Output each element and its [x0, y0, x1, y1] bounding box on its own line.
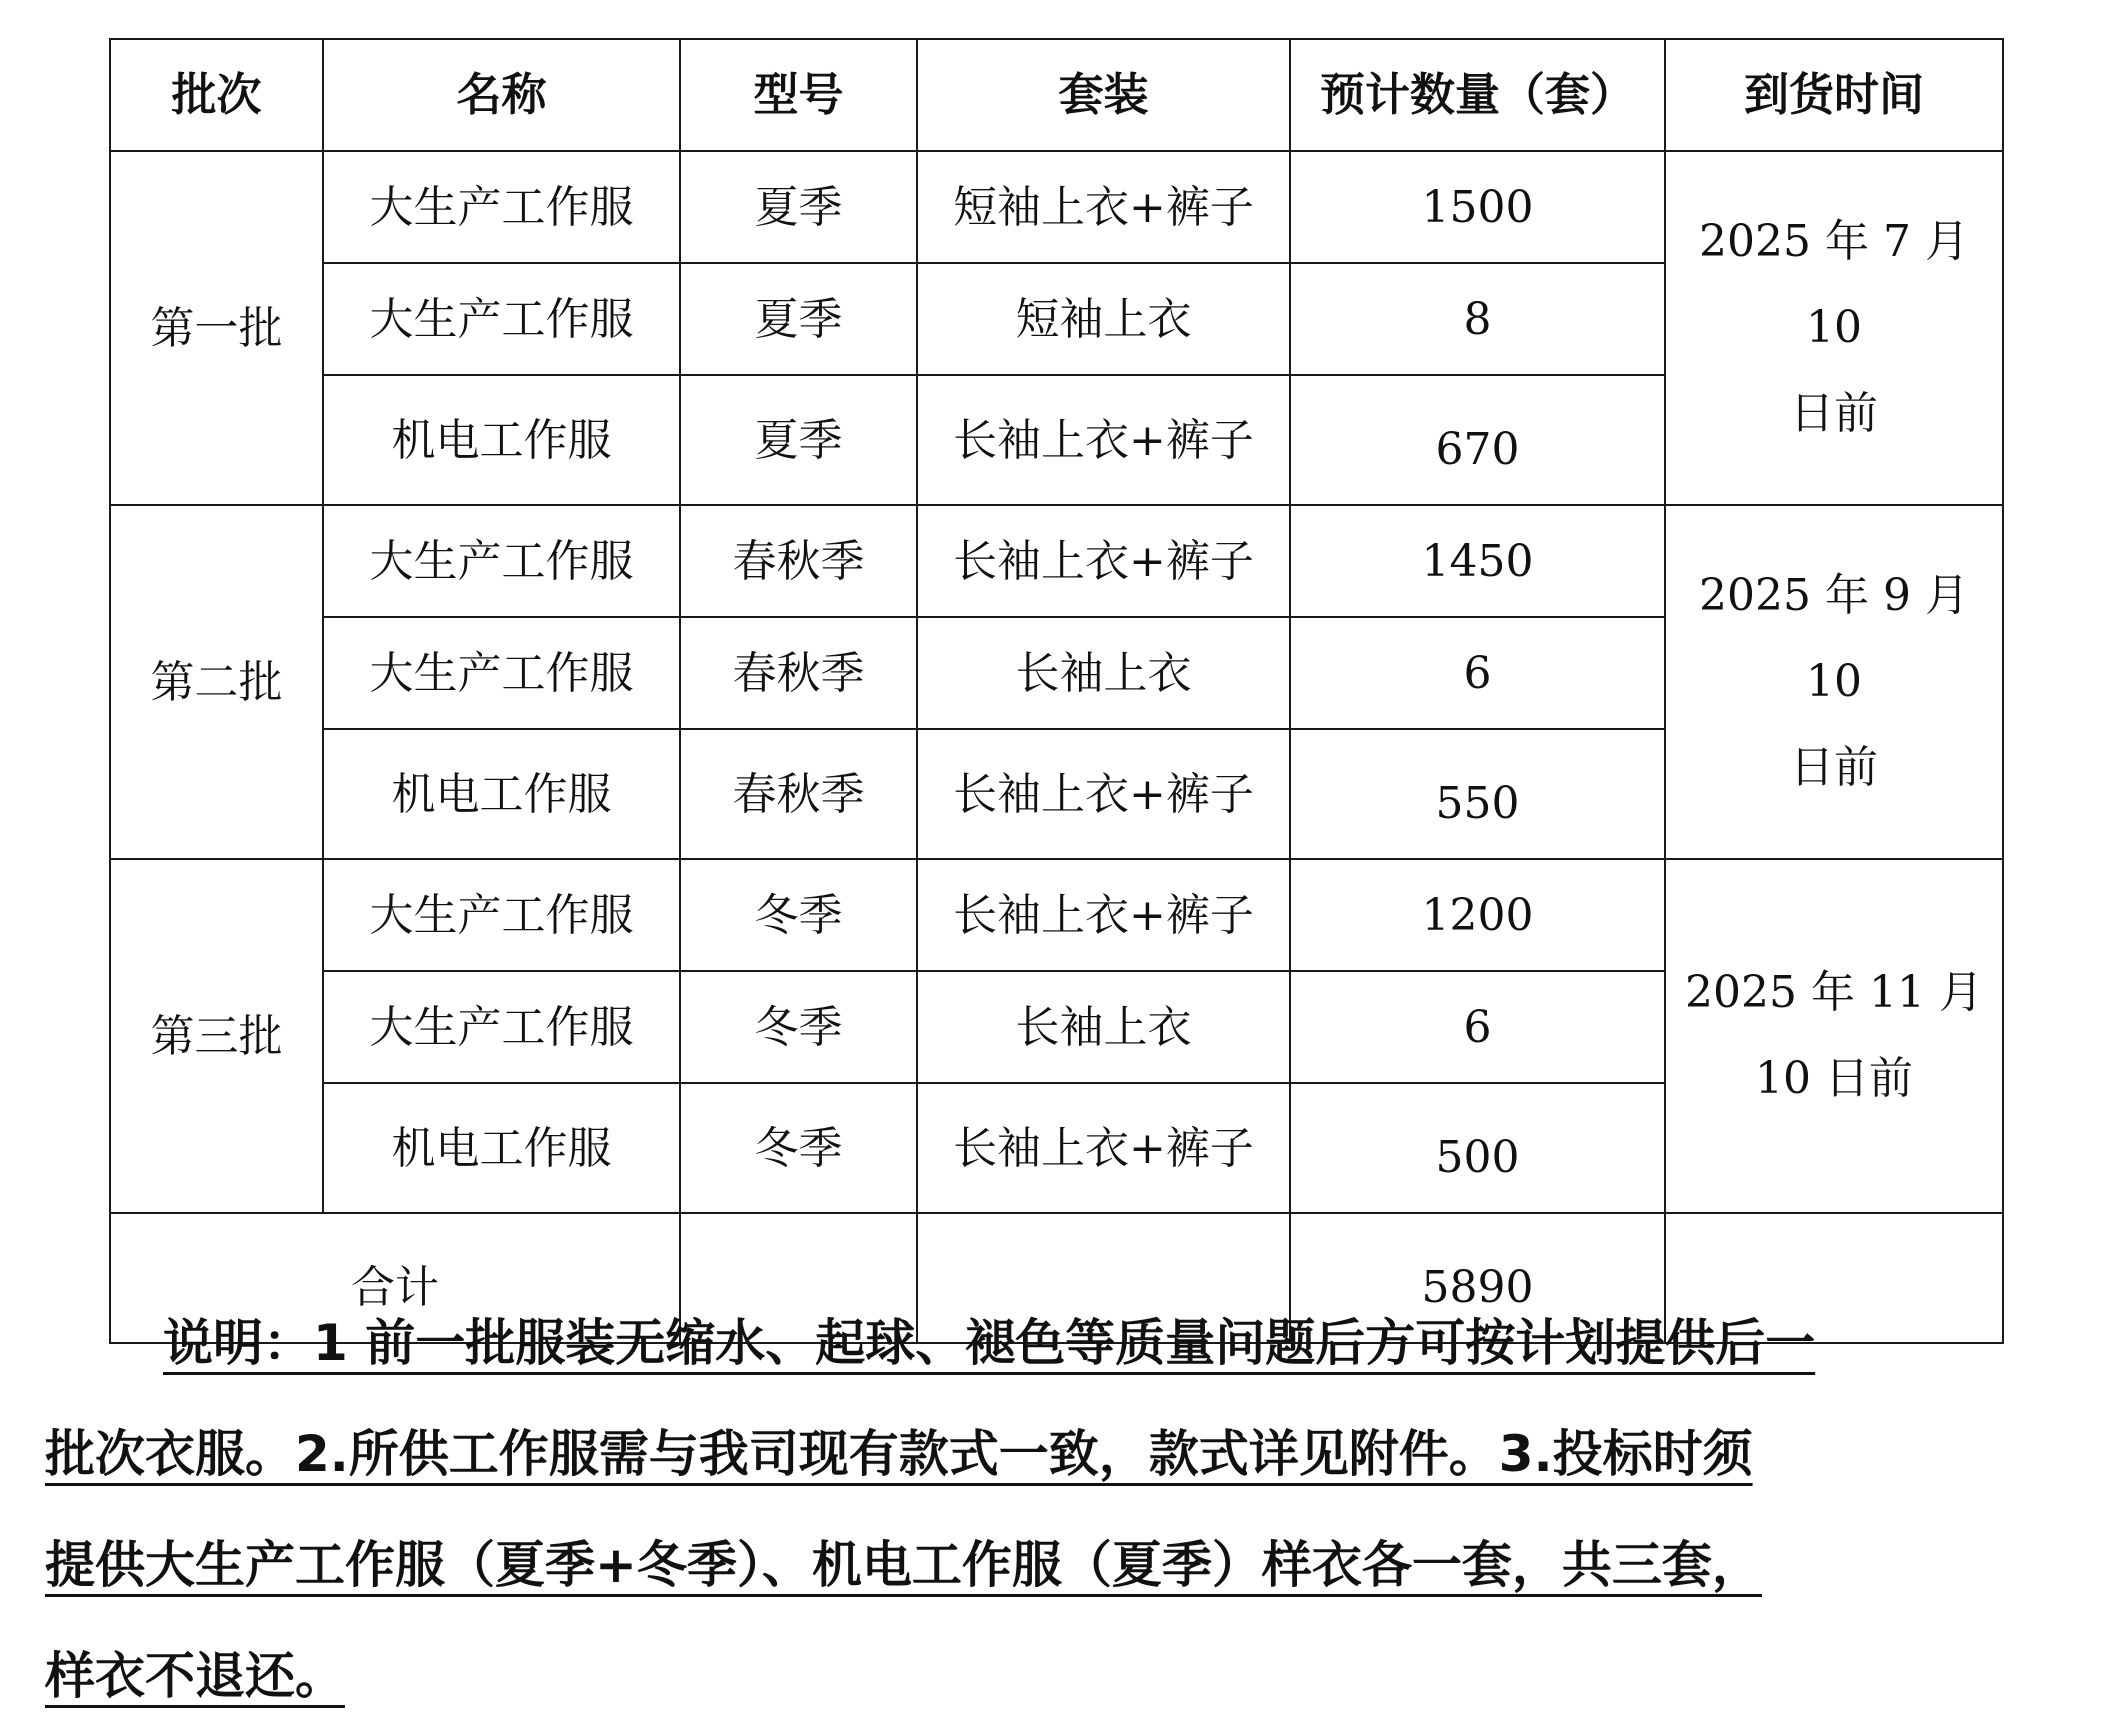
note-line	[45, 1621, 2075, 1732]
note-line-text: 提供大生产工作服（夏季+冬季）、机电工作服（夏季）样衣各一套，共三套，	[45, 1536, 1762, 1594]
model-cell: 夏季	[680, 151, 917, 263]
batch-cell: 第一批	[110, 151, 323, 505]
qty-cell: 1450	[1290, 505, 1665, 617]
arrival-date-line1: 2025 年 7 月 10	[1699, 216, 1969, 354]
model-cell: 冬季	[680, 859, 917, 971]
qty-cell: 1500	[1290, 151, 1665, 263]
qty-cell: 6	[1290, 617, 1665, 729]
header-set: 套装	[917, 39, 1290, 151]
table-header-row	[110, 39, 2003, 151]
model-cell: 春秋季	[680, 505, 917, 617]
total-qty: 5890	[1290, 1213, 1665, 1343]
header-batch: 批次	[110, 39, 323, 151]
qty-cell: 550	[1290, 729, 1665, 859]
arrival-date-cell	[1665, 505, 2003, 859]
qty-cell: 1200	[1290, 859, 1665, 971]
model-cell: 冬季	[680, 1083, 917, 1213]
name-cell: 大生产工作服	[323, 263, 680, 375]
set-cell: 长袖上衣+裤子	[917, 729, 1290, 859]
note-line-text: 批次衣服。2.所供工作服需与我司现有款式一致，款式详见附件。3.投标时须	[45, 1425, 1753, 1483]
model-cell: 春秋季	[680, 729, 917, 859]
model-cell: 冬季	[680, 971, 917, 1083]
note-line	[45, 1510, 2075, 1621]
table-row	[110, 859, 2003, 971]
name-cell: 大生产工作服	[323, 151, 680, 263]
header-name: 名称	[323, 39, 680, 151]
arrival-date-line1: 2025 年 9 月 10	[1699, 570, 1969, 708]
note-line	[45, 1399, 2075, 1510]
batch-cell: 第三批	[110, 859, 323, 1213]
arrival-date-line1: 2025 年 11 月	[1685, 967, 1983, 1019]
table-row	[110, 505, 2003, 617]
arrival-date-cell	[1665, 151, 2003, 505]
note-line	[45, 1288, 2075, 1399]
qty-cell: 500	[1290, 1083, 1665, 1213]
qty-cell: 8	[1290, 263, 1665, 375]
table-row	[110, 151, 2003, 263]
name-cell: 机电工作服	[323, 375, 680, 505]
name-cell: 大生产工作服	[323, 505, 680, 617]
batch-cell: 第二批	[110, 505, 323, 859]
total-label: 合计	[110, 1213, 680, 1343]
set-cell: 短袖上衣	[917, 263, 1290, 375]
explanation-note	[45, 1288, 2075, 1732]
qty-cell: 670	[1290, 375, 1665, 505]
name-cell: 大生产工作服	[323, 971, 680, 1083]
arrival-date-line2: 日前	[1790, 387, 1878, 439]
name-cell: 大生产工作服	[323, 617, 680, 729]
set-cell: 长袖上衣+裤子	[917, 505, 1290, 617]
set-cell: 长袖上衣+裤子	[917, 1083, 1290, 1213]
name-cell: 大生产工作服	[323, 859, 680, 971]
model-cell: 夏季	[680, 375, 917, 505]
header-quantity: 预计数量（套）	[1290, 39, 1665, 151]
header-model: 型号	[680, 39, 917, 151]
arrival-date-cell	[1665, 859, 2003, 1213]
set-cell: 长袖上衣+裤子	[917, 859, 1290, 971]
name-cell: 机电工作服	[323, 1083, 680, 1213]
model-cell: 夏季	[680, 263, 917, 375]
qty-cell: 6	[1290, 971, 1665, 1083]
name-cell: 机电工作服	[323, 729, 680, 859]
arrival-date-line2: 日前	[1790, 741, 1878, 793]
set-cell: 长袖上衣	[917, 971, 1290, 1083]
procurement-schedule-table	[109, 38, 2004, 1344]
note-line-text: 说明：1 前一批服装无缩水、起球、褪色等质量问题后方可按计划提供后一	[163, 1314, 1816, 1372]
set-cell: 短袖上衣+裤子	[917, 151, 1290, 263]
set-cell: 长袖上衣+裤子	[917, 375, 1290, 505]
note-line-text: 样衣不退还。	[45, 1647, 345, 1705]
set-cell: 长袖上衣	[917, 617, 1290, 729]
header-arrival-time: 到货时间	[1665, 39, 2003, 151]
model-cell: 春秋季	[680, 617, 917, 729]
arrival-date-line2: 10 日前	[1755, 1053, 1913, 1104]
